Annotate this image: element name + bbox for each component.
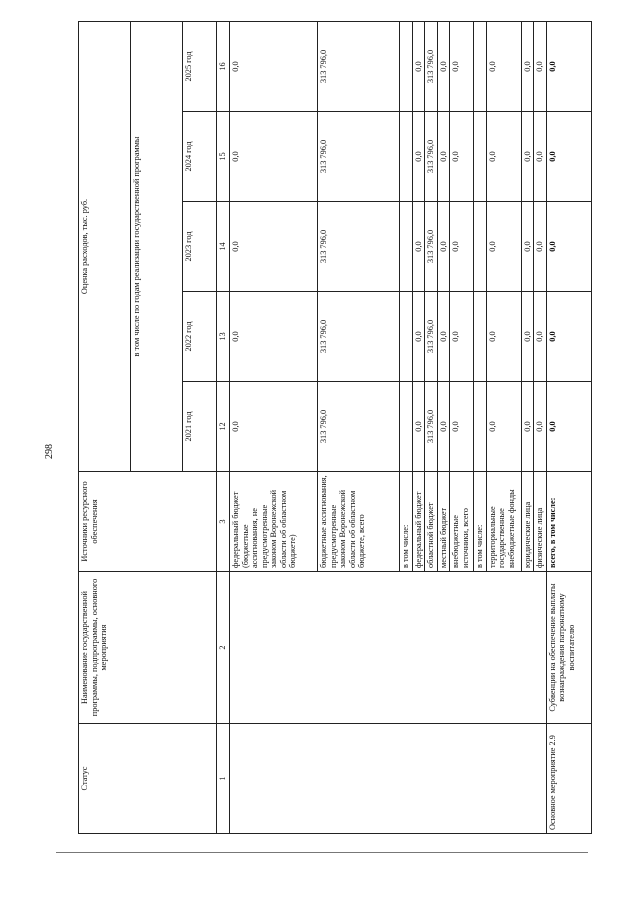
value-cell: 313 796,0: [425, 382, 438, 472]
value-cell: 0,0: [450, 202, 474, 292]
value-cell: 0,0: [437, 202, 450, 292]
value-cell: 313 796,0: [318, 202, 400, 292]
value-cell: [474, 292, 487, 382]
value-cell: 313 796,0: [425, 202, 438, 292]
value-cell: 313 796,0: [318, 21, 400, 111]
source-cell: областной бюджет: [425, 472, 438, 572]
value-cell: [400, 21, 413, 111]
value-cell: 0,0: [450, 21, 474, 111]
source-cell: в том числе:: [474, 472, 487, 572]
value-cell: 0,0: [230, 292, 318, 382]
header-row-1: [79, 21, 131, 833]
header-estimate: Оценка расходов, тыс. руб.: [79, 21, 131, 471]
status-cell-empty: [230, 724, 547, 834]
value-cell: 0,0: [534, 382, 547, 472]
header-year: 2021 год: [183, 382, 217, 472]
value-cell: [474, 21, 487, 111]
source-cell: бюджетные ассигнования, предусмотренные законом Воронежской области об областном бюджете, всего: [318, 472, 400, 572]
value-cell: 0,0: [486, 112, 521, 202]
value-cell: [474, 202, 487, 292]
measure-status-cell: Основное мероприятие 2.9: [546, 724, 591, 834]
source-cell: местный бюджет: [437, 472, 450, 572]
value-cell: 313 796,0: [425, 292, 438, 382]
header-name: Наименование государственной программы, подпрограммы, основного мероприятия: [79, 572, 217, 724]
header-year: 2025 год: [183, 21, 217, 111]
value-cell: 0,0: [437, 21, 450, 111]
value-cell: 0,0: [412, 21, 425, 111]
column-number: 15: [217, 112, 230, 202]
value-cell: 0,0: [534, 21, 547, 111]
value-cell: [400, 112, 413, 202]
value-cell: 0,0: [534, 202, 547, 292]
value-cell: 313 796,0: [425, 112, 438, 202]
value-cell: 0,0: [521, 382, 534, 472]
value-cell: 0,0: [412, 112, 425, 202]
value-cell: 0,0: [521, 21, 534, 111]
column-number: 2: [217, 572, 230, 724]
value-cell: 0,0: [450, 292, 474, 382]
page-number-text: 298: [43, 443, 55, 459]
value-cell: 0,0: [412, 382, 425, 472]
value-cell: 0,0: [486, 21, 521, 111]
value-cell: 313 796,0: [318, 292, 400, 382]
value-cell: 0,0: [486, 382, 521, 472]
header-year: 2023 год: [183, 202, 217, 292]
value-cell: 0,0: [437, 112, 450, 202]
value-cell: [400, 382, 413, 472]
source-cell: федеральный бюджет (бюджетные ассигнования, не предусмотренные законом Воронежской области об областном бюджете): [230, 472, 318, 572]
value-cell: 0,0: [412, 292, 425, 382]
value-cell: 313 796,0: [318, 112, 400, 202]
column-number: 12: [217, 382, 230, 472]
rotated-table-wrapper: [78, 22, 576, 834]
value-cell: 0,0: [486, 202, 521, 292]
header-by-year: в том числе по годам реализации государственной программы: [131, 21, 183, 471]
column-number: 3: [217, 472, 230, 572]
source-cell: внебюджетные источники, всего: [450, 472, 474, 572]
value-cell: [474, 112, 487, 202]
rotated-sheet: [78, 22, 576, 834]
column-number-row: [217, 21, 230, 833]
column-number: 16: [217, 21, 230, 111]
page-number: [40, 431, 58, 471]
value-cell: 0,0: [437, 382, 450, 472]
value-cell: 0,0: [534, 292, 547, 382]
source-cell: физические лица: [534, 472, 547, 572]
value-cell: 0,0: [230, 202, 318, 292]
value-cell: 0,0: [521, 112, 534, 202]
header-source: Источники ресурсного обеспечения: [79, 472, 217, 572]
value-cell: 0,0: [230, 382, 318, 472]
measure-value-cell: 0,0: [546, 202, 591, 292]
header-status: Статус: [79, 724, 217, 834]
column-number: 1: [217, 724, 230, 834]
value-cell: 0,0: [412, 202, 425, 292]
value-cell: 0,0: [521, 292, 534, 382]
value-cell: 313 796,0: [425, 21, 438, 111]
name-cell-empty: [230, 572, 547, 724]
table-row: [230, 21, 318, 833]
header-year: 2024 год: [183, 112, 217, 202]
value-cell: 0,0: [534, 112, 547, 202]
measure-row: [546, 21, 591, 833]
measure-value-cell: 0,0: [546, 292, 591, 382]
measure-name-cell: Субвенции на обеспечение выплаты вознаграждения патронатному воспитателю: [546, 572, 591, 724]
value-cell: [400, 202, 413, 292]
column-number: 13: [217, 292, 230, 382]
value-cell: 0,0: [450, 382, 474, 472]
header-year: 2022 год: [183, 292, 217, 382]
source-cell: территориальные государственные внебюджетные фонды: [486, 472, 521, 572]
value-cell: [400, 292, 413, 382]
column-number: 14: [217, 202, 230, 292]
measure-source-cell: всего, в том числе:: [546, 472, 591, 572]
value-cell: 0,0: [230, 112, 318, 202]
value-cell: 0,0: [486, 292, 521, 382]
value-cell: 313 796,0: [318, 382, 400, 472]
value-cell: 0,0: [437, 292, 450, 382]
value-cell: 0,0: [450, 112, 474, 202]
bottom-rule: [56, 852, 588, 853]
measure-value-cell: 0,0: [546, 21, 591, 111]
budget-table: [78, 21, 592, 834]
measure-value-cell: 0,0: [546, 112, 591, 202]
source-cell: юридические лица: [521, 472, 534, 572]
source-cell: федеральный бюджет: [412, 472, 425, 572]
value-cell: 0,0: [230, 21, 318, 111]
source-cell: в том числе:: [400, 472, 413, 572]
value-cell: 0,0: [521, 202, 534, 292]
value-cell: [474, 382, 487, 472]
measure-value-cell: 0,0: [546, 382, 591, 472]
